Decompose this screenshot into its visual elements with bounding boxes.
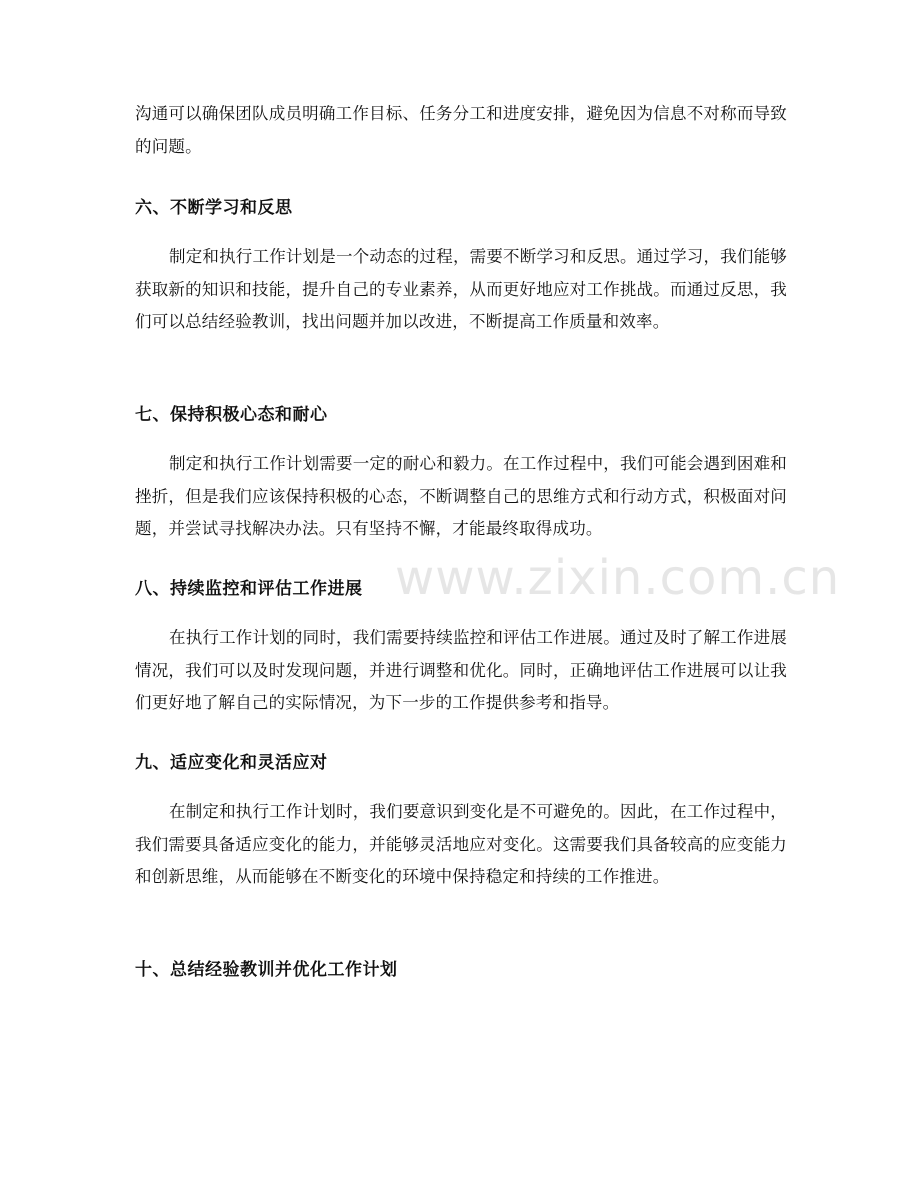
section-paragraph-6: 制定和执行工作计划是一个动态的过程，需要不断学习和反思。通过学习，我们能够获取新的知识和技能，提升自己的专业素养，从而更好地应对工作挑战。而通过反思，我们可以总结经验教训，找出问题并加以改进，不断提高工作质量和效率。 (135, 247, 787, 331)
section-heading-10: 十、总结经验教训并优化工作计划 (135, 960, 398, 980)
watermark-text: www.zixin.com.cn (395, 550, 841, 606)
section-paragraph-8: 在执行工作计划的同时，我们需要持续监控和评估工作进展。通过及时了解工作进展情况，我们可以及时发现问题，并进行调整和优化。同时，正确地评估工作进展可以让我们更好地了解自己的实际情况，为下一步的工作提供参考和指导。 (135, 628, 787, 712)
section-heading-8: 八、持续监控和评估工作进展 (135, 579, 363, 599)
section-paragraph-9: 在制定和执行工作计划时，我们要意识到变化是不可避免的。因此，在工作过程中，我们需要具备适应变化的能力，并能够灵活地应对变化。这需要我们具备较高的应变能力和创新思维，从而能够在不断变化的环境中保持稳定和持续的工作推进。 (135, 802, 787, 886)
section-heading-6: 六、不断学习和反思 (135, 198, 293, 218)
section-heading-7: 七、保持积极心态和耐心 (135, 405, 328, 425)
section-heading-9: 九、适应变化和灵活应对 (135, 753, 328, 773)
intro-paragraph: 沟通可以确保团队成员明确工作目标、任务分工和进度安排，避免因为信息不对称而导致的问题。 (135, 104, 787, 156)
section-paragraph-7: 制定和执行工作计划需要一定的耐心和毅力。在工作过程中，我们可能会遇到困难和挫折，但是我们应该保持积极的心态，不断调整自己的思维方式和行动方式，积极面对问题，并尝试寻找解决办法。只有坚持不懈，才能最终取得成功。 (135, 454, 787, 538)
